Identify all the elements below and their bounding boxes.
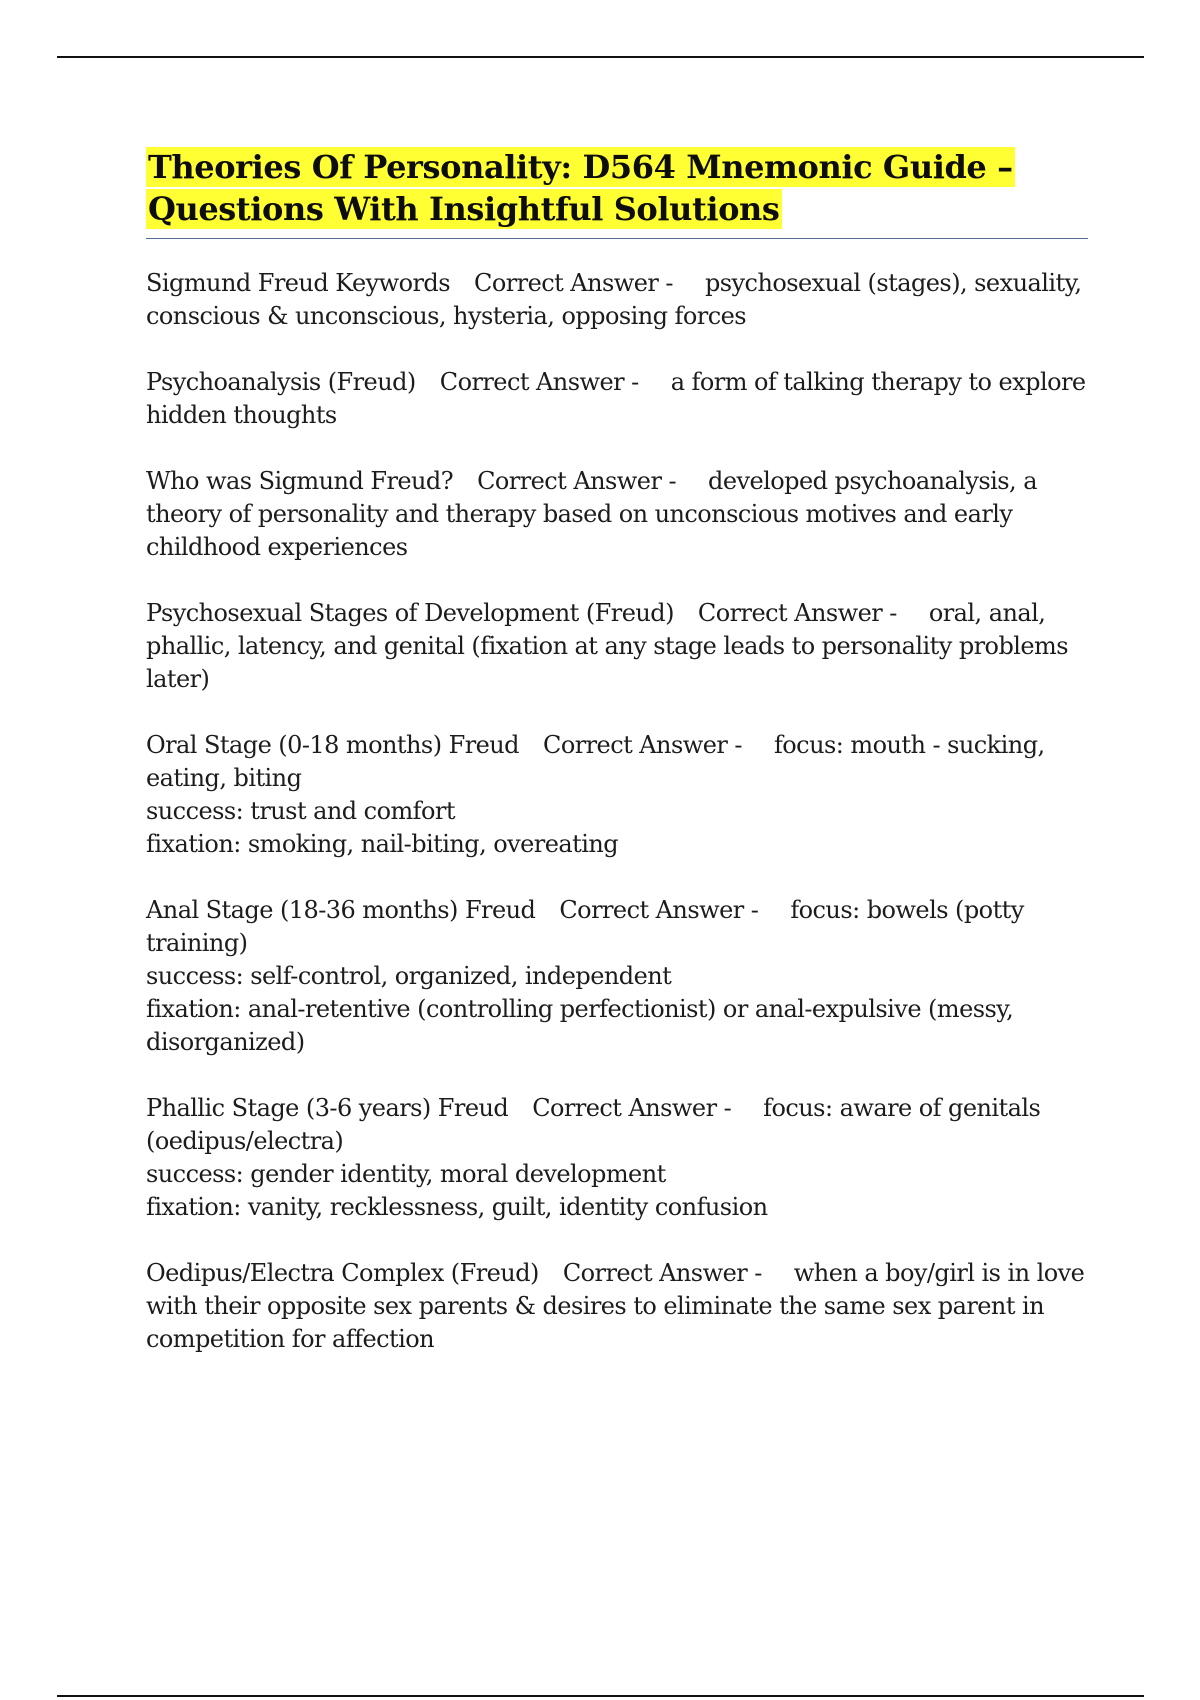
answer-label: Correct Answer - — [532, 1094, 732, 1122]
question-text: Psychoanalysis (Freud) — [146, 368, 416, 396]
qa-item — [146, 465, 1088, 564]
question-text: Oral Stage (0-18 months) Freud — [146, 731, 519, 759]
answer-text: focus: aware of genitals (oedipus/electra) success: gender identity, moral development fixation: vanity, recklessness, guilt, identity confusion — [146, 1094, 1041, 1221]
answer-label: Correct Answer - — [474, 269, 673, 297]
answer-text: oral, anal, phallic, latency, and genital (fixation at any stage leads to personality problems later) — [146, 599, 1069, 693]
page-top-rule — [57, 56, 1144, 58]
question-text: Sigmund Freud Keywords — [146, 269, 451, 297]
qa-item — [146, 894, 1088, 1059]
answer-label: Correct Answer - — [439, 368, 639, 396]
highlighted-title-text: Theories Of Personality: D564 Mnemonic Guide – Questions With Insightful Solutions — [148, 148, 1013, 228]
qa-item — [146, 729, 1088, 861]
answer-text: focus: mouth - sucking, eating, biting success: trust and comfort fixation: smoking, nail-biting, overeating — [146, 731, 1045, 858]
document-body — [146, 146, 1088, 1389]
title-block — [146, 146, 1088, 239]
qa-list — [146, 267, 1088, 1356]
qa-item — [146, 267, 1088, 333]
question-text: Anal Stage (18-36 months) Freud — [146, 896, 536, 924]
document-title — [146, 146, 1088, 230]
question-text: Who was Sigmund Freud? — [146, 467, 454, 495]
answer-text: a form of talking therapy to explore hidden thoughts — [146, 368, 1086, 429]
qa-item — [146, 1257, 1088, 1356]
page-bottom-rule — [57, 1695, 1144, 1697]
answer-label: Correct Answer - — [477, 467, 677, 495]
qa-item — [146, 597, 1088, 696]
question-text: Oedipus/Electra Complex (Freud) — [146, 1259, 539, 1287]
answer-text: focus: bowels (potty training) success: self-control, organized, independent fixation: anal-retentive (controlling perfectionist) or anal-expulsive (messy, disorganized) — [146, 896, 1024, 1056]
answer-text: psychosexual (stages), sexuality, conscious & unconscious, hysteria, opposing forces — [146, 269, 1082, 330]
answer-label: Correct Answer - — [562, 1259, 762, 1287]
qa-item — [146, 366, 1088, 432]
answer-label: Correct Answer - — [543, 731, 742, 759]
question-text: Phallic Stage (3-6 years) Freud — [146, 1094, 509, 1122]
answer-text: when a boy/girl is in love with their opposite sex parents & desires to eliminate the same sex parent in competition for affection — [146, 1259, 1085, 1353]
answer-label: Correct Answer - — [559, 896, 759, 924]
qa-item — [146, 1092, 1088, 1224]
answer-label: Correct Answer - — [697, 599, 897, 627]
answer-text: developed psychoanalysis, a theory of personality and therapy based on unconscious motives and early childhood experiences — [146, 467, 1037, 561]
question-text: Psychosexual Stages of Development (Freud) — [146, 599, 674, 627]
